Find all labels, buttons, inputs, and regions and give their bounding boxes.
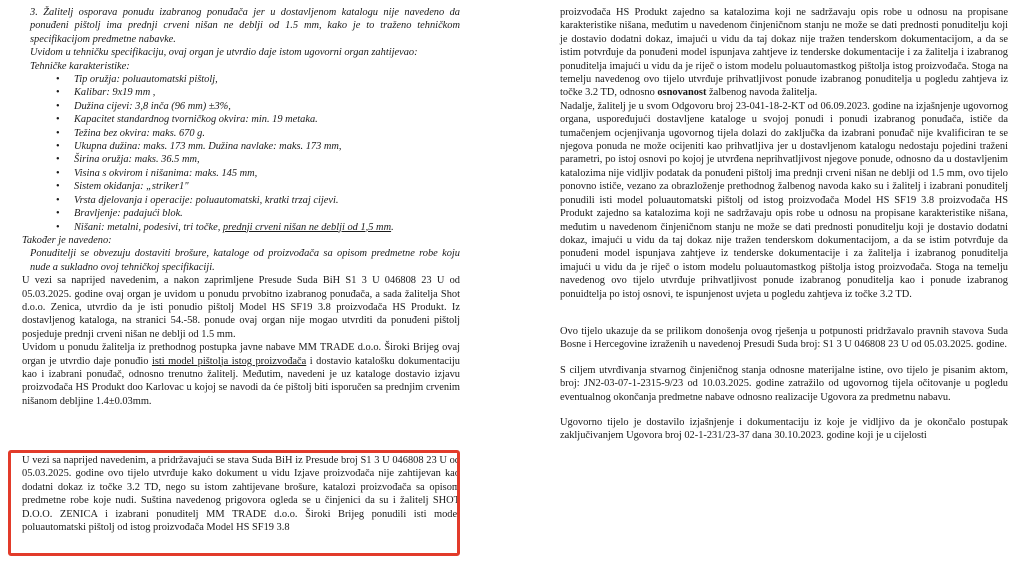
spec-item: • Težina bez okvira: maks. 670 g.: [56, 127, 205, 139]
paragraph-u-vezi-1: U vezi sa naprijed navedenim, a nakon zaprimljene Presude Suda BiH S1 3 U 046808 23 U od 05.03.2025. godine ovaj organ je uvidom u ponudu prvobitno izabranog ponuđača, a sada žaliteljа Shot d.o.o. Zenica, utvrdio da je isti ponudio pištolj Model HS SF19 3.8 proizvođača HS Produkt. Iz dostavljenog kataloga, na stranici 54.-58. ponude ovaj organ nije mogao utvrditi da ponuđeni pištolj posjeduje prednji crveni nišan ne deblji od 1.5 mm.: [22, 275, 460, 340]
bullet-icon: •: [56, 181, 60, 193]
underlined-same-model: isti model pištolja istog proizvođača: [151, 355, 307, 367]
page-gutter: [475, 0, 530, 564]
paragraph-gap: [560, 301, 1008, 313]
paragraph-boxed: U vezi sa naprijed navedenim, a pridržavajući se stava Suda BiH iz Presude broj S1 3 U 046808 23 U od 05.03.2025. godine ovo tijelo utvrđuje kako dokument u vidu Izjave proizvođača nije zahtijevan kao dodatni dokaz iz točke 3.2 TD, nego su istom zahtijevane brošure, katalozi proizvođača sa opisom predmetne robe koje nudi. Suština navedenog prigovora ogleda se u činjenici da su i žalitelj SHOT D.O.O. ZENICA i izabrani ponuditelj MM TRADE d.o.o. Široki Brijeg ponudili isti model poluautomatski pištolj od istog proizvođača Model HS SF19 3.8: [22, 455, 460, 534]
bullet-icon: •: [56, 87, 60, 99]
bullet-icon: •: [56, 127, 60, 139]
bullet-icon: •: [56, 100, 60, 112]
bullet-icon: •: [56, 221, 60, 233]
spec-item: • Ukupna dužina: maks. 173 mm. Dužina navlake: maks. 173 mm,: [56, 141, 342, 153]
right-text-column: [560, 6, 1008, 443]
bullet-icon: •: [56, 74, 60, 86]
paragraph-s-ciljem: S ciljem utvrđivanja stvarnog činjeničnog stanja odnosne materijalne istine, ovo tijelo je pisanim aktom, broj: JN2-03-07-1-2315-9/23 od 10.03.2025. godine zatražilo od ugovornog tijela očitovanje u pogledu eventualnog okončanja predmetne nabave odnosno realizacije Ugovora za predmetnu nabavu.: [560, 364, 1008, 403]
spec-item: • Dužina cijevi: 3,8 inča (96 mm) ±3%,: [56, 100, 231, 112]
paragraph-ovo-tijelo: Ovo tijelo ukazuje da se prilikom donošenja ovog rješenja u potpunosti pridržavalo pravnih stavova Suda Bosne i Hercegovine izraženih u navedenoj Presudi Suda broj: S1 3 U 046808 23 U od 05.03.2025. godine.: [560, 325, 1008, 351]
paragraph-point-3: 3. Žalitelj osporava ponudu izabranog ponuđača jer u dostavljenom katalogu nije navedeno da ponuđeni pištolj ima prednji crveni nišan ne deblji od 1.5 mm, kako je to traženo tehničkom specifikacijom predmetne nabavke.: [30, 7, 460, 45]
spec-item: • Sistem okidanja: „striker1": [56, 181, 189, 193]
left-document-page: [0, 0, 475, 564]
bold-osnovanost: osnovanost: [657, 87, 707, 99]
spec-underlined-text: prednji crveni nišan ne deblji od 1,5 mm: [222, 221, 392, 233]
paragraph-gap: [560, 313, 1008, 325]
spec-item: • Kalibar: 9x19 mm ,: [56, 87, 156, 99]
paragraph-proizvodjaca: proizvođača HS Produkt zajedno sa katalozima koji ne sadržavaju opis robe u odnosu na propisane karakteristike nišana, međutim u navedenom činjeničnom stanju ne može se dati prednosti ponuditelju koji je dostavio dodatni dokaz, imajući u vidu da taj dokaz nije tražen tenderskom dokumentacijom, a da se istim potvrđuje da ponuđeni model ispunjava zahtjeve iz tenderske dokumentacije i za žalitelja i izabranog ponuditelja imajući u vidu da je riječ o istom modelu poluautomastkog pištolja istog proizvođača. Stoga na temelju navedenog ovo tijelo utvrđuje prihvatljivost ponude izabranog ponuditelja u pogledu zahtjeva iz točke 3.2 TD, odnosno osnovanost žalbenog navoda žalitelja.: [560, 7, 1008, 99]
bullet-icon: •: [56, 114, 60, 126]
paragraph-ponuditelji: Ponuditelji se obvezuju dostaviti brošure, kataloge od proizvođača sa opisom predmetne robe koju nude a sukladno ovoj tehničkoj specifikaciji.: [30, 248, 460, 273]
paragraph-nadalje: Nadalje, žalitelj je u svom Odgovoru broj 23-041-18-2-KT od 06.09.2023. godine na izjašnjenje ugovornog organa, uspoređujući dostavljene kataloge u svojoj ponudi i ponudi izabranog ponuđača, ističe da tumačenjem ocjenjivanja ugovornog tijela dolazi do zaključka da izabrani ponuđač nije kvalificiran te se njegova ponuda ne može ocijeniti kao prihvatljiva jer u dostavljenom katalogu nedostaju pojedini traženi parametri, po istoj osnovi po kojoj je utvrđena neprihvatljivost njegove ponude, odnosno da u dostavljenim katalozima nije vidljiv podatak da ponuđeni pištolj ima prednji crveni nišan ne deblji od 1.5 mm, ovo tijelo ponovno ističe, vezano za obrazloženje prethodnog žalbenog navoda kako su i žalitelj i izabrani ponuditelj ponudili isti model poluautomatski pištolj od istog proizvođača Model HS SF19 3.8 proizvođača HS Produkt zajedno sa katalozima koji ne sadržavaju opis robe u odnosu na propisane karakteristike nišana, međutim u navedenom činjeničnom stanju ne može se dati prednosti ponuditelju koji je dostavio dodatni dokaz, imajući u vidu da taj dokaz nije tražen tenderskom dokumentacijom, a da se istim potvrđuje da ponuđeni model ispunjava zahtjeve iz tenderske dokumentacije i za žalitelja i izabranog ponuditelja imajući u vidu da je riječ o istom modelu poluautomastkog pištolja istog proizvođača. Stoga na temelju navedenog ovo tijelo utvrđuje prihvatljivost ponude izabranog ponuditelja kao i ponude izabranog ponuidtelja po istoj osnovi, te ispunjenost uvjeta u pogledu zahtjeva iz točke 3.2 TD.: [560, 100, 1008, 300]
paragraph-gap: [560, 352, 1008, 364]
heading-takodje: Također je navedeno:: [22, 234, 112, 246]
bullet-icon: •: [56, 194, 60, 206]
spec-item: • Kapacitet standardnog tvorničkog okvira: min. 19 metaka.: [56, 114, 318, 126]
spec-item: • Visina s okvirom i nišanima: maks. 145 mm,: [56, 167, 258, 179]
paragraph-uvidom: Uvidom u tehničku specifikaciju, ovaj organ je utvrdio daje istom ugovorni organ zahtijevao:: [30, 47, 418, 59]
spec-list: [22, 73, 460, 234]
paragraph-gap: [560, 404, 1008, 416]
bullet-icon: •: [56, 167, 60, 179]
bullet-icon: •: [56, 208, 60, 220]
heading-tehnicke: Tehničke karakteristike:: [30, 60, 130, 72]
spec-item: • Nišani: metalni, podesivi, tri točke, prednji crveni nišan ne deblji od 1,5 mm.: [56, 221, 394, 233]
spec-item: • Bravljenje: padajući blok.: [56, 208, 183, 220]
paragraph-uvidom-2: Uvidom u ponudu žalitelja iz prethodnog postupka javne nabave MM TRADE d.o.o. Široki Brijeg ovaj organ je utvrdio daje ponuđio isti model pištolja istog proizvođača i dostavio katalošku dokumentaciju kao i izabrani ponuđač, odnosno trenutno žalitelj. Međutim, navedeni je uz kataloge dostavio izjavu proizvođača HS Produkt doo Karlovac u kojoj se navodi da će pištolj biti isporučen sa prednjim crvenim nišanom debljine 1.4±0.03mm.: [22, 342, 461, 407]
boxed-paragraph-container: [22, 454, 460, 534]
bullet-icon: •: [56, 141, 60, 153]
spec-item: • Tip oružja: poluautomatski pištolj,: [56, 74, 218, 86]
left-text-column: [22, 6, 460, 408]
spec-item: • Vrsta djelovanja i operacije: poluautomatski, kratki trzaj cijevi.: [56, 194, 339, 206]
spec-item: • Širina oružja: maks. 36.5 mm,: [56, 154, 200, 166]
bullet-icon: •: [56, 154, 60, 166]
right-document-page: [530, 0, 1024, 564]
paragraph-ugovorno-tijelo: Ugovorno tijelo je dostavilo izjašnjenje i dokumentaciju iz koje je vidljivo da je okončalo postupak zaključivanjem Ugovora broj 02-1-231/23-37 dana 30.10.2023. godine koji je u cijelosti: [560, 416, 1008, 442]
